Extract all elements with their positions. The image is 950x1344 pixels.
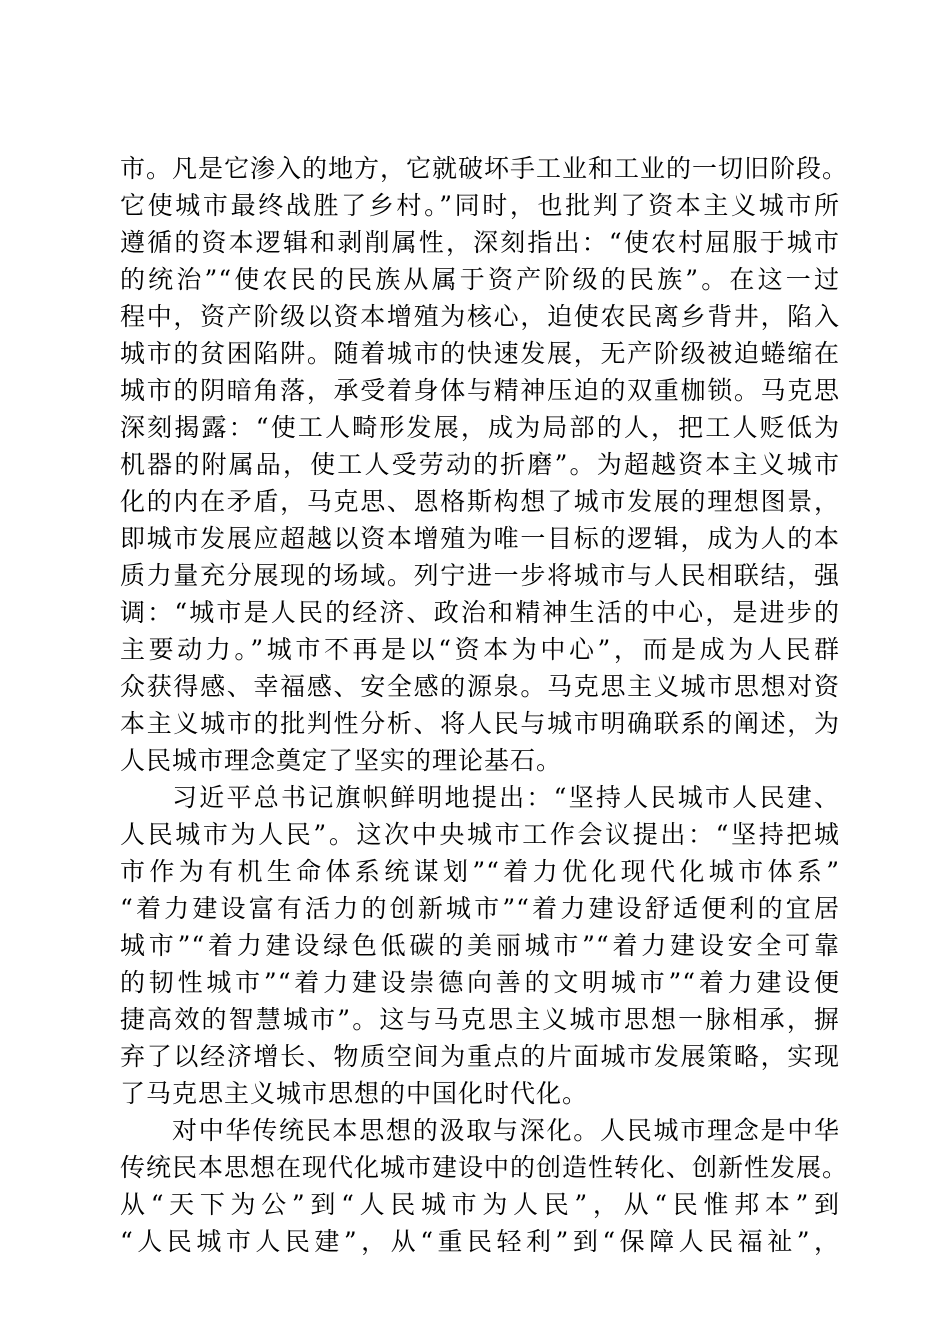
paragraph [120,1112,849,1260]
text-line: 它使城市最终战胜了乡村。”同时，也批判了资本主义城市所 [120,191,840,220]
text-line: 了马克思主义城市思想的中国化时代化。 [120,1079,589,1108]
text-line: 深刻揭露：“使工人畸形发展，成为局部的人，把工人贬低为 [120,413,840,442]
text-line: 人民城市理念奠定了坚实的理论基石。 [120,746,563,775]
text-line: 的统治”“使农民的民族从属于资产阶级的民族”。在这一过 [120,265,840,294]
text-line: 质力量充分展现的场域。列宁进一步将城市与人民相联结，强 [120,561,840,590]
text-line: 城市”“着力建设绿色低碳的美丽城市”“着力建设安全可靠 [120,931,840,960]
text-line: “人民城市人民建”，从“重民轻利”到“保障人民福祉”， [120,1227,840,1256]
paragraph [120,150,849,779]
text-line: 对中华传统民本思想的汲取与深化。人民城市理念是中华 [172,1116,840,1145]
text-line: 机器的附属品，使工人受劳动的折磨”。为超越资本主义城市 [120,450,840,479]
text-line: 程中，资产阶级以资本增殖为核心，迫使农民离乡背井，陷入 [120,302,840,331]
text-line: 本主义城市的批判性分析、将人民与城市明确联系的阐述，为 [120,709,840,738]
text-line: 捷高效的智慧城市”。这与马克思主义城市思想一脉相承，摒 [120,1005,840,1034]
text-line: 的韧性城市”“着力建设崇德向善的文明城市”“着力建设便 [120,968,840,997]
text-line: “着力建设富有活力的创新城市”“着力建设舒适便利的宜居 [120,894,840,923]
text-line: 众获得感、幸福感、安全感的源泉。马克思主义城市思想对资 [120,672,840,701]
text-line: 遵循的资本逻辑和剥削属性，深刻指出：“使农村屈服于城市 [120,228,840,257]
text-line: 城市的贫困陷阱。随着城市的快速发展，无产阶级被迫蜷缩在 [120,339,840,368]
text-line: 从“天下为公”到“人民城市为人民”，从“民惟邦本”到 [120,1190,840,1219]
text-line: 传统民本思想在现代化城市建设中的创造性转化、创新性发展。 [120,1153,849,1182]
text-line: 市。凡是它渗入的地方，它就破坏手工业和工业的一切旧阶段。 [120,154,849,183]
text-line: 习近平总书记旗帜鲜明地提出：“坚持人民城市人民建、 [172,783,840,812]
text-line: 即城市发展应超越以资本增殖为唯一目标的逻辑，成为人的本 [120,524,840,553]
paragraph [120,779,840,1112]
text-line: 人民城市为人民”。这次中央城市工作会议提出：“坚持把城 [120,820,840,849]
text-line: 调：“城市是人民的经济、政治和精神生活的中心，是进步的 [120,598,840,627]
text-line: 市作为有机生命体系统谋划”“着力优化现代化城市体系” [120,857,840,886]
text-line: 化的内在矛盾，马克思、恩格斯构想了城市发展的理想图景， [120,487,840,516]
text-line: 城市的阴暗角落，承受着身体与精神压迫的双重枷锁。马克思 [120,376,840,405]
text-line: 弃了以经济增长、物质空间为重点的片面城市发展策略，实现 [120,1042,840,1071]
body-text [120,150,849,1260]
text-line: 主要动力。”城市不再是以“资本为中心”，而是成为人民群 [120,635,840,664]
